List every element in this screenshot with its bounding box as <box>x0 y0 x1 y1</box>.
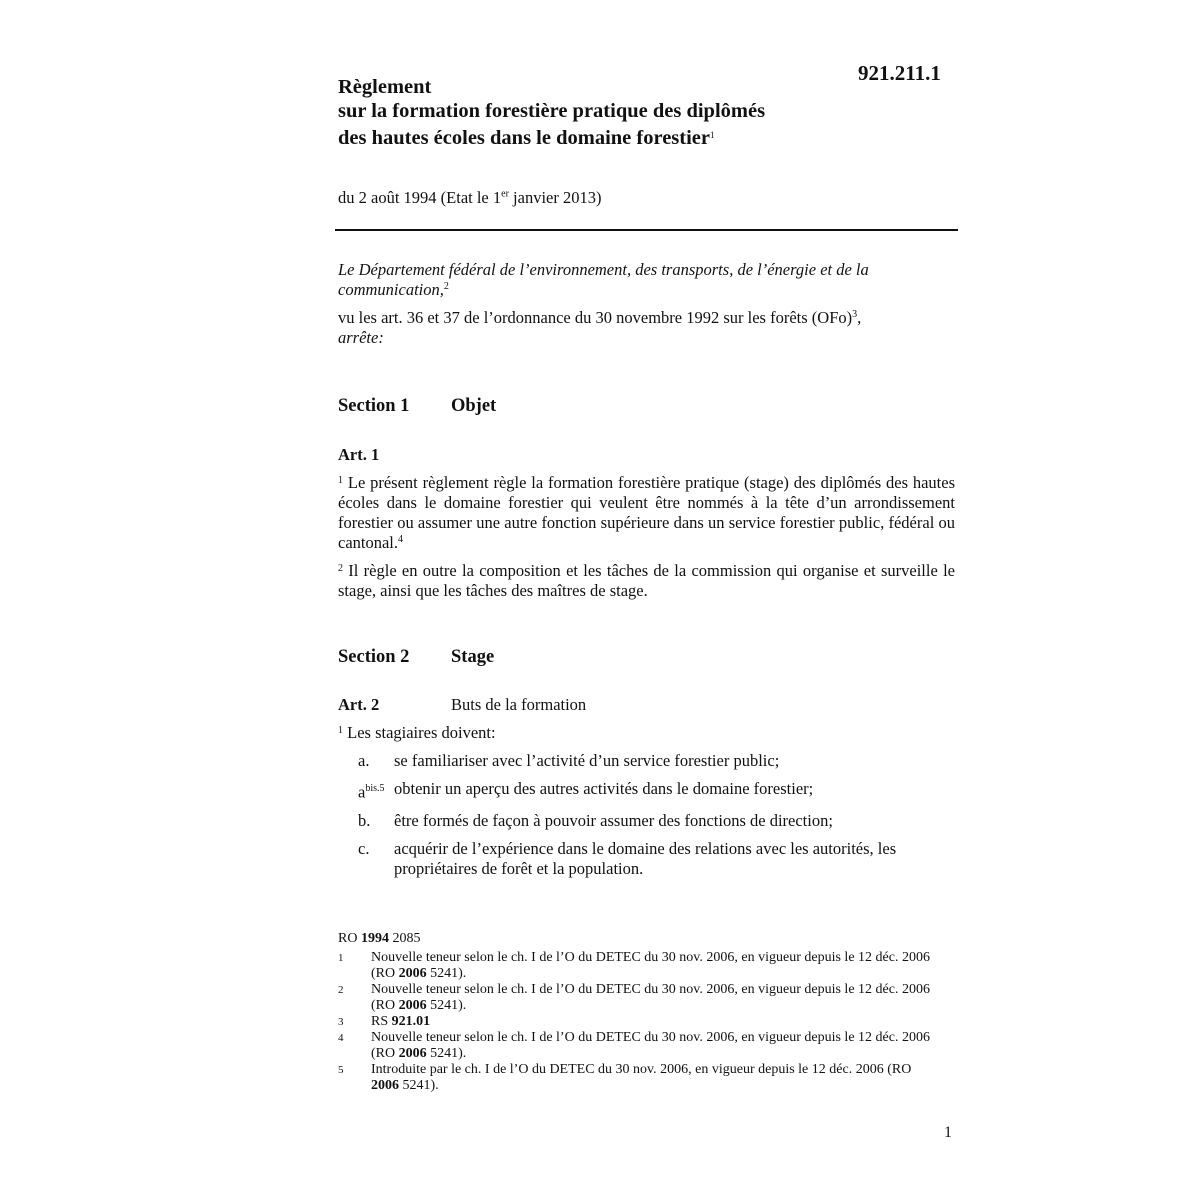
article-list <box>338 751 955 887</box>
footnote: 2 Nouvelle teneur selon le ch. I de l’O du DETEC du 30 nov. 2006, en vigueur depuis le 12 déc. 2006 (RO 2006 5241). <box>338 982 930 1013</box>
footnote-ref[interactable]: 1 <box>710 130 715 140</box>
list-item: $a^{bis.5}$ obtenir un aperçu des autres activités dans le domaine forestier; <box>358 779 814 802</box>
paragraph: $^1$ Le présent règlement règle la formation forestière pratique (stage) des diplômés des hautes écoles dans le domaine forestier qui veulent être nommés à la tête d’un arrondissement forestier ou assumer une autre fonction supérieure dans un service forestier public, fédéral ou cantonal.$^4$ <box>338 473 955 552</box>
footnote-ref[interactable]: bis.5 <box>365 783 385 794</box>
footnote-ref[interactable]: 3 <box>852 309 858 320</box>
footnote: 5 Introduite par le ch. I de l’O du DETEC du 30 nov. 2006, en vigueur depuis le 12 déc. 2006 (RO 2006 5241). <box>338 1062 912 1093</box>
paragraph: $^2$ Il règle en outre la composition et les tâches de la commission qui organise et surveille le stage, ainsi que les tâches des maîtres de stage. <box>338 561 956 600</box>
title-line: sur la formation forestière pratique des diplômés <box>338 100 766 122</box>
article-heading: Art. 2 Buts de la formation <box>338 695 587 714</box>
title-line: des hautes écoles dans le domaine forestier$^1$ <box>338 127 715 149</box>
issuing-authority: Le Département fédéral de l’environnement, des transports, de l’énergie et de la communication,$^2$ <box>338 260 869 299</box>
legal-basis: vu les art. 36 et 37 de l’ordonnance du 30 novembre 1992 sur les forêts (OFo)$^3$, <box>338 308 862 327</box>
document-reference-number: 921.211.1 <box>858 61 941 85</box>
source-citation: RO 1994 2085 <box>338 931 421 946</box>
section-heading: Section 2 Stage <box>338 647 495 667</box>
article-body <box>338 473 955 609</box>
list-item: a. se familiariser avec l’activité d’un service forestier public; <box>358 751 780 770</box>
footnotes <box>338 950 938 1094</box>
decree-formula: arrête: <box>338 328 384 347</box>
list-item: c. acquérir de l’expérience dans le domaine des relations avec les autorités, les propriétaires de forêt et la population. <box>358 838 897 878</box>
paragraph: $^1$ Les stagiaires doivent: <box>338 723 496 742</box>
section-heading: Section 1 Objet <box>338 396 497 416</box>
list-item: b. être formés de façon à pouvoir assumer des fonctions de direction; <box>358 810 833 830</box>
preamble <box>338 260 958 348</box>
footnote-ref[interactable]: 4 <box>398 534 404 545</box>
footnote-ref[interactable]: 2 <box>443 281 449 292</box>
title-line: Règlement <box>338 76 432 98</box>
document-date: du 2 août 1994 (Etat le 1er janvier 2013) <box>338 188 602 207</box>
footnote: 3 RS 921.01 <box>338 1014 431 1029</box>
footnote: 1 Nouvelle teneur selon le ch. I de l’O du DETEC du 30 nov. 2006, en vigueur depuis le 12 déc. 2006 (RO 2006 5241). <box>338 950 930 981</box>
footnote: 4 Nouvelle teneur selon le ch. I de l’O du DETEC du 30 nov. 2006, en vigueur depuis le 12 déc. 2006 (RO 2006 5241). <box>338 1030 930 1061</box>
page-number: 1 <box>944 1124 952 1141</box>
article-body <box>338 723 955 751</box>
document-title <box>338 75 765 150</box>
article-heading: Art. 1 <box>338 445 380 464</box>
header-divider <box>335 229 958 231</box>
